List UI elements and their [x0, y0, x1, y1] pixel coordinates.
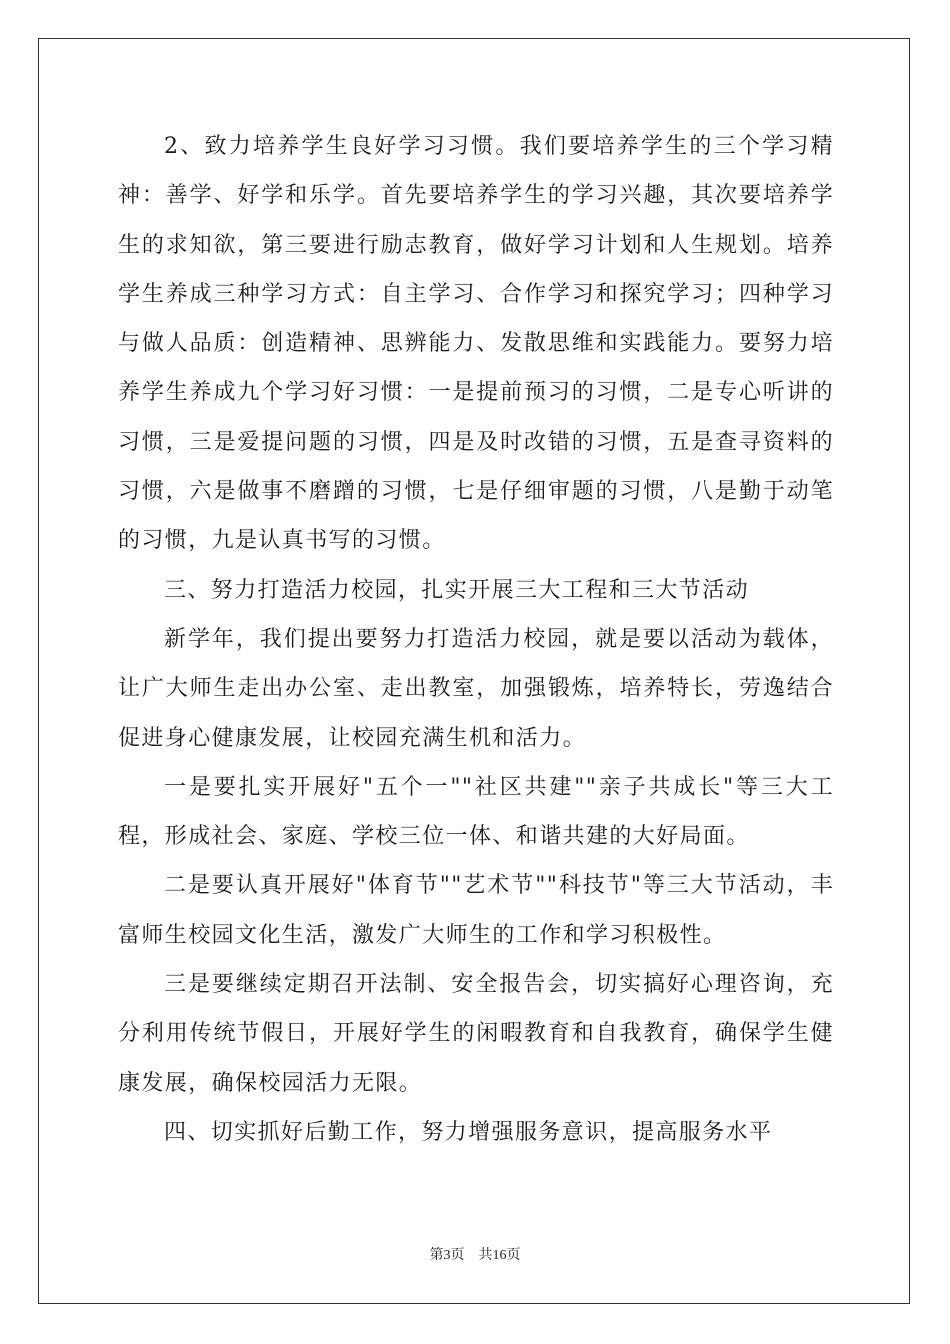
- document-body: [118, 122, 834, 1157]
- page-number-footer: 第3页 共16页: [429, 1248, 521, 1263]
- paragraph-safety-reports: 三是要继续定期召开法制、安全报告会，切实搞好心理咨询，充分利用传统节假日，开展好学生的闲暇教育和自我教育，确保学生健康发展，确保校园活力无限。: [118, 972, 834, 1096]
- paragraph-three-festivals: 二是要认真开展好"体育节""艺术节""科技节"等三大节活动，丰富师生校园文化生活，激发广大师生的工作和学习积极性。: [118, 873, 834, 948]
- paragraph-vital-campus: 新学年，我们提出要努力打造活力校园，就是要以活动为载体，让广大师生走出办公室、走出教室，加强锻炼，培养特长，劳逸结合促进身心健康发展，让校园充满生机和活力。: [118, 626, 834, 751]
- heading-section-four: 四、切实抓好后勤工作，努力增强服务意识，提高服务水平: [164, 1119, 773, 1145]
- heading-section-three: 三、努力打造活力校园，扎实开展三大工程和三大节活动: [164, 577, 750, 603]
- paragraph-study-habits: 2、致力培养学生良好学习习惯。我们要培养学生的三个学习精神：善学、好学和乐学。首先要培养学生的学习兴趣，其次要培养学生的求知欲，第三要进行励志教育，做好学习计划和人生规划。培养学生养成三种学习方式：自主学习、合作学习和探究学习；四种学习与做人品质：创造精神、思辨能力、发散思维和实践能力。要努力培养学生养成九个学习好习惯：一是提前预习的习惯，二是专心听讲的习惯，三是爱提问题的习惯，四是及时改错的习惯，五是查寻资料的习惯，六是做事不磨蹭的习惯，七是仔细审题的习惯，八是勤于动笔的习惯，九是认真书写的习惯。: [118, 134, 834, 554]
- paragraph-three-projects: 一是要扎实开展好"五个一""社区共建""亲子共成长"等三大工程，形成社会、家庭、学校三位一体、和谐共建的大好局面。: [118, 774, 834, 850]
